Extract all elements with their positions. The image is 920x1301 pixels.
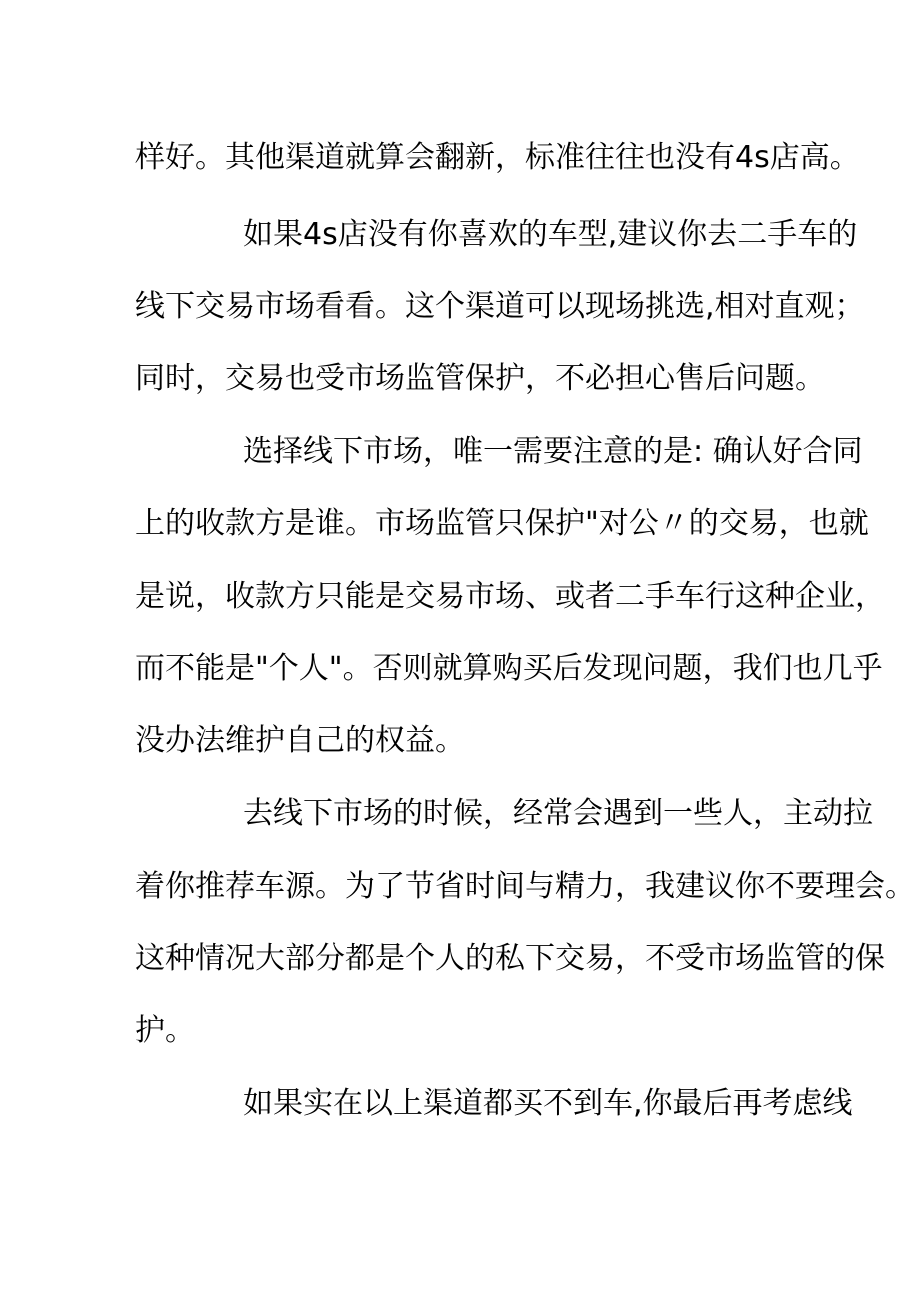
paragraph-start-line: 如果4s店没有你喜欢的车型,建议你去二手车的 bbox=[243, 217, 858, 252]
paragraph-start-line: 如果实在以上渠道都买不到车,你最后再考虑线 bbox=[243, 1086, 853, 1121]
text-line: 线下交易市场看看。这个渠道可以现场挑选,相对直观； bbox=[135, 289, 865, 324]
text-line: 上的收款方是谁。市场监管只保护"对公〃的交易，也就 bbox=[135, 506, 869, 541]
paragraph-start-line: 选择线下市场，唯一需要注意的是: 确认好合同 bbox=[243, 434, 863, 469]
text-line: 着你推荐车源。为了节省时间与精力，我建议你不要理会。 bbox=[135, 869, 915, 904]
text-line: 这种情况大部分都是个人的私下交易，不受市场监管的保 bbox=[135, 941, 885, 976]
paragraph-start-line: 去线下市场的时候，经常会遇到一些人，主动拉 bbox=[243, 796, 873, 831]
text-line: 同时，交易也受市场监管保护，不必担心售后问题。 bbox=[135, 361, 825, 396]
text-line: 没办法维护自己的权益。 bbox=[135, 723, 465, 758]
text-line: 样好。其他渠道就算会翻新，标准往往也没有4s店高。 bbox=[135, 140, 860, 175]
text-line: 是说，收款方只能是交易市场、或者二手车行这种企业， bbox=[135, 579, 885, 614]
text-line: 而不能是"个人"。否则就算购买后发现问题，我们也几乎 bbox=[135, 651, 883, 686]
text-line: 护。 bbox=[135, 1013, 195, 1048]
